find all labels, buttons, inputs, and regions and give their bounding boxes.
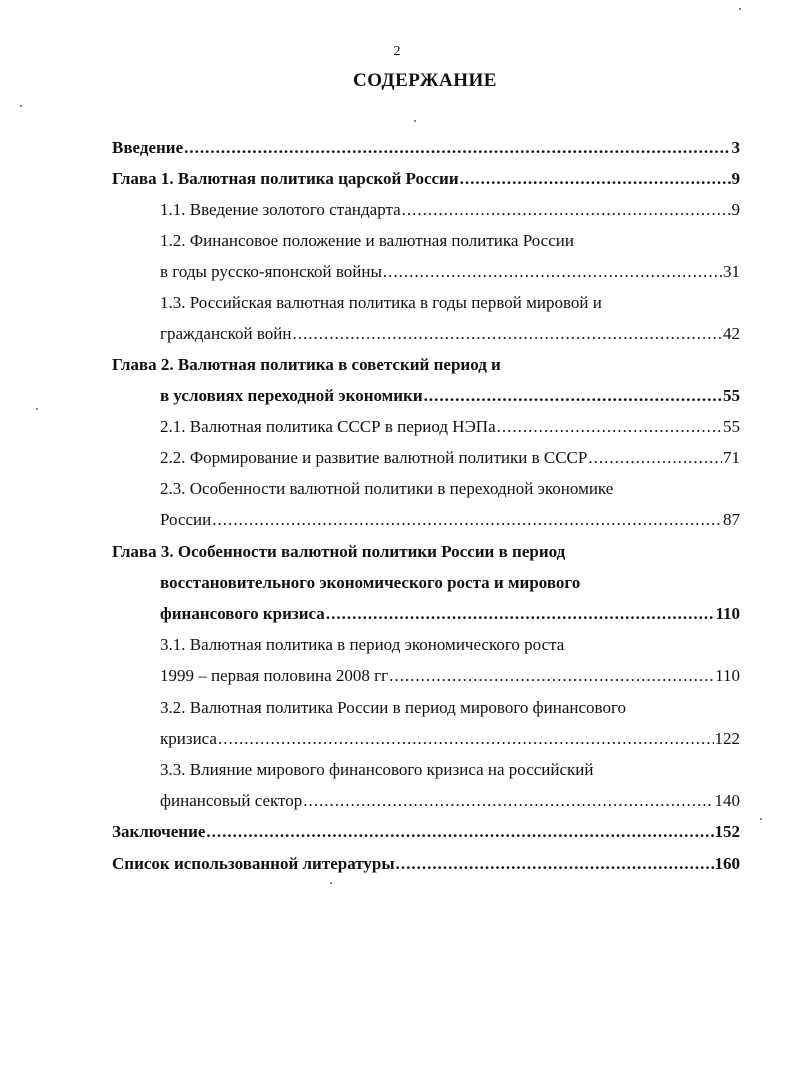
toc-entry-title: 3.3. Влияние мирового финансового кризиса на российский (160, 760, 594, 779)
toc-leader-dots (424, 383, 722, 409)
toc-leader-dots (588, 445, 722, 471)
toc-entry-page: 55 (723, 386, 740, 405)
toc-entry (160, 726, 740, 752)
toc-entry (160, 570, 580, 596)
toc-entry (112, 166, 740, 192)
toc-entry-title: 3.1. Валютная политика в период экономического роста (160, 635, 565, 654)
toc-entry-title: финансового кризиса (160, 604, 325, 623)
toc-entry (160, 321, 740, 347)
toc-entry (160, 414, 740, 440)
toc-leader-dots (497, 414, 722, 440)
scan-speck (36, 408, 38, 410)
toc-entry (160, 507, 740, 533)
page-number: 2 (393, 44, 401, 59)
toc-entry (160, 663, 740, 689)
toc-entry-page: 110 (715, 604, 740, 623)
toc-entry-title: 3.2. Валютная политика России в период мирового финансового (160, 698, 627, 717)
toc-leader-dots (326, 601, 715, 627)
toc-entry (112, 135, 740, 161)
toc-leader-dots (396, 851, 714, 877)
toc-entry-title: 1999 – первая половина 2008 гг (160, 666, 389, 685)
toc-leader-dots (389, 663, 714, 689)
toc-entry-page: 9 (731, 200, 740, 219)
toc-entry-page: 87 (723, 510, 740, 529)
toc-entry-title: в условиях переходной экономики (160, 386, 423, 405)
toc-entry (160, 601, 740, 627)
toc-entry-page: 31 (723, 262, 740, 281)
toc-entry-title: кризиса (160, 729, 217, 748)
toc-entry-title: Список использованной литературы (112, 854, 395, 873)
toc-entry (160, 259, 740, 285)
toc-entry (112, 352, 501, 378)
toc-entry-page: 110 (715, 666, 740, 685)
page-title: СОДЕРЖАНИЕ (353, 70, 497, 91)
toc-entry-title: Заключение (112, 822, 206, 841)
scan-speck (20, 105, 22, 107)
toc-entry-title: Глава 2. Валютная политика в советский период и (112, 355, 501, 374)
toc-entry-title: в годы русско-японской войны (160, 262, 382, 281)
toc-leader-dots (212, 507, 722, 533)
toc-entry-page: 55 (723, 417, 740, 436)
toc-leader-dots (184, 135, 730, 161)
toc-entry (160, 757, 593, 783)
toc-entry-title: Глава 3. Особенности валютной политики России в период (112, 542, 566, 561)
toc-entry-title: 1.2. Финансовое положение и валютная политика России (160, 231, 574, 250)
toc-entry-page: 152 (714, 822, 740, 841)
toc-leader-dots (303, 788, 713, 814)
toc-entry (160, 228, 574, 254)
toc-entry-title: восстановительного экономического роста и мирового (160, 573, 581, 592)
toc-entry (160, 476, 613, 502)
toc-entry (160, 788, 740, 814)
toc-entry-page: 160 (714, 854, 740, 873)
toc-entry (160, 290, 602, 316)
toc-entry (160, 197, 740, 223)
toc-entry-title: 2.1. Валютная политика СССР в период НЭПа (160, 417, 496, 436)
toc-entry (160, 632, 564, 658)
toc-entry-title: России (160, 510, 212, 529)
toc-leader-dots (460, 166, 731, 192)
toc-entry-page: 9 (731, 169, 740, 188)
toc-entry-title: 1.1. Введение золотого стандарта (160, 200, 401, 219)
scan-speck (739, 8, 741, 10)
toc-entry-page: 122 (714, 729, 740, 748)
toc-leader-dots (383, 259, 722, 285)
toc-entry-title: гражданской войн (160, 324, 292, 343)
toc-entry (112, 851, 740, 877)
toc-leader-dots (218, 726, 714, 752)
scan-speck (760, 818, 762, 820)
toc-entry-title: 1.3. Российская валютная политика в годы первой мировой и (160, 293, 602, 312)
toc-entry (112, 539, 565, 565)
toc-entry (160, 383, 740, 409)
toc-entry (112, 819, 740, 845)
toc-entry-title: финансовый сектор (160, 791, 303, 810)
toc-entry-title: 2.3. Особенности валютной политики в переходной экономике (160, 479, 614, 498)
toc-entry-page: 42 (723, 324, 740, 343)
toc-entry-title: Глава 1. Валютная политика царской России (112, 169, 459, 188)
toc-leader-dots (292, 321, 722, 347)
toc-entry-page: 71 (723, 448, 740, 467)
scan-speck (330, 882, 332, 884)
toc-entry (160, 695, 626, 721)
toc-entry (160, 445, 740, 471)
toc-entry-title: Введение (112, 138, 184, 157)
toc-entry-page: 140 (714, 791, 740, 810)
toc-entry-title: 2.2. Формирование и развитие валютной политики в СССР (160, 448, 588, 467)
toc-entry-page: 3 (731, 138, 740, 157)
scan-speck (414, 120, 416, 122)
toc-leader-dots (402, 197, 731, 223)
toc-leader-dots (206, 819, 713, 845)
